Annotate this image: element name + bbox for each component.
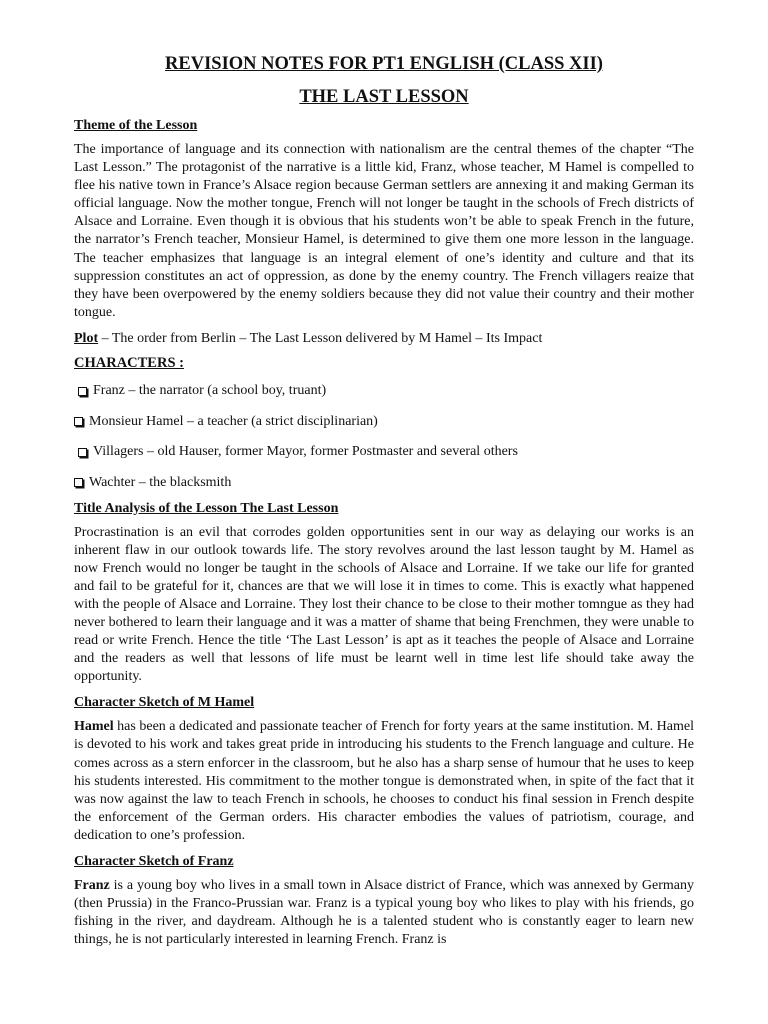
hamel-text: has been a dedicated and passionate teacher of French for forty years at the same institution. M. Hamel is devoted to his work and takes great pride in introducing his students to the French language and culture. He comes across as a stern enforcer in the classroom, but he also has a sharp sense of humour that he uses to keep his students interested. His commitment to the mother tongue is demonstrated when, in spite of the fact that it was now against the law to teach French in schools, he chooses to conduct his final session in French despite the enforcement of the German orders. His character embodies the values of patriotism, courage, and dedication to one’s profession. [74, 719, 694, 843]
hamel-paragraph [74, 718, 694, 845]
character-item [74, 443, 694, 461]
chapter-title: THE LAST LESSON [299, 87, 469, 107]
franz-paragraph [74, 877, 694, 949]
character-item [74, 474, 694, 492]
checkbox-bullet-icon [74, 478, 83, 487]
checkbox-bullet-icon [74, 417, 83, 426]
theme-heading: Theme of the Lesson [74, 118, 198, 133]
characters-heading: CHARACTERS : [74, 355, 184, 372]
plot-line [74, 330, 694, 348]
character-item [74, 413, 694, 431]
theme-paragraph: The importance of language and its connection with nationalism are the central themes of the chapter “The Last Lesson.” The protagonist of the narrative is a little kid, Franz, whose teacher, M Hamel is compelled to flee his native town in France’s Alsace region because German settlers are annexing it and making German its official language. Now the mother tongue, French will not longer be taught in the schools of Frech districts of Alsace and Lorraine. Even though it is obvious that his students won’t be able to speak French in the future, the narrator’s French teacher, Monsieur Hamel, is determined to give them one more lesson in the language. The teacher emphasizes that language is an integral element of one’s identity and culture and that its suppression constitutes an act of oppression, as done by the enemy country. The French villagers reaize that they have been overpowered by the enemy soldiers because they did not value their country and their mother tongue. [74, 142, 694, 320]
title-analysis-heading: Title Analysis of the Lesson The Last Lesson [74, 500, 339, 516]
character-item [74, 382, 694, 400]
plot-label: Plot [74, 330, 99, 346]
hamel-heading: Character Sketch of M Hamel [74, 695, 255, 711]
checkbox-bullet-icon [78, 448, 87, 457]
title-analysis-paragraph: Procrastination is an evil that corrodes golden opportunities sent in our way as delaying our works is an inherent flaw in our outlook towards life. The story revolves around the last lesson taught by M. Hamel as now French would no longer be taught in the schools of Alsace and Lorraine. If we take our life for granted and fail to be grateful for it, chances are that we will lose it in times to come. This is exactly what happened with the people of Alsace and Lorraine. They lost their chance to be close to their mother tomngue as they had never bothered to learn their language and it was a matter of shame that being Frenchmen, they were unable to read or write French. Hence the title ‘The Last Lesson’ is apt as it teaches the people of Alsace and Lorraine and the readers as well that lessons of life must be learnt well in time lest life should take away the opportunity. [74, 524, 694, 685]
character-text: Franz – the narrator (a school boy, truant) [93, 383, 327, 399]
plot-text: – The order from Berlin – The Last Lesson delivered by M Hamel – Its Impact [98, 330, 543, 346]
document-title: REVISION NOTES FOR PT1 ENGLISH (CLASS XII) [165, 54, 603, 74]
checkbox-bullet-icon [78, 387, 87, 396]
franz-text: is a young boy who lives in a small town in Alsace district of France, which was annexed by Germany (then Prussia) in the Franco-Prussian war. Franz is a typical young boy who likes to play with his friends, go fishing in the river, and daydream. Although he is a talented student who is constantly eager to learn new things, he is not particularly interested in learning French. Franz is [74, 878, 694, 948]
franz-heading: Character Sketch of Franz [74, 854, 234, 870]
franz-lead: Franz [74, 878, 110, 894]
character-text: Villagers – old Hauser, former Mayor, former Postmaster and several others [93, 444, 518, 460]
character-text: Wachter – the blacksmith [89, 474, 232, 490]
hamel-lead: Hamel [74, 719, 114, 735]
character-text: Monsieur Hamel – a teacher (a strict disciplinarian) [89, 413, 378, 429]
